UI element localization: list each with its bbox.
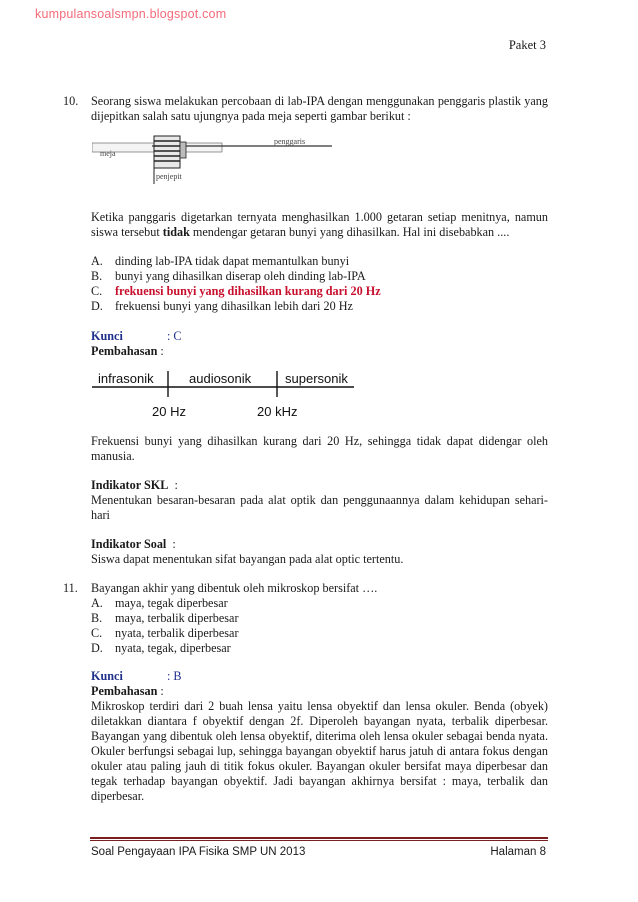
context-text-b: mendengar getaran bunyi yang dihasilkan. Hal ini disebabkan .... (189, 225, 510, 239)
penjepit-label: penjepit (156, 172, 182, 181)
q11-explanation: Mikroskop terdiri dari 2 buah lensa yaitu lensa obyektif dan lensa okuler. Benda (obyek) diletakkan diantara f obyektif dengan 2f. Diperoleh bayangan nyata, terbalik diperbesar. Bayangan yang dibentuk oleh lensa obyektif, diterima oleh lensa okuler sebagai benda nyata. Okuler berfungsi sebagai lup, sehingga bayangan obyektif harus jatuh di antara fokus dengan okuler atau paling jauh di titik fokus okuler. Bayangan okuler bersifat maya diperbesar dan tegak terhadap bayangan obyektif. Jadi bayangan akhirnya bersifat : maya, terbalik dan diperbesar. (91, 699, 548, 803)
footer-title: Soal Pengayaan IPA Fisika SMP UN 2013 (91, 846, 306, 858)
q10-pembahasan-label: Pembahasan : (91, 344, 164, 358)
question-11-number: 11. (63, 581, 78, 595)
audiosonik-label: audiosonik (189, 371, 252, 386)
freq-20hz-label: 20 Hz (152, 404, 186, 419)
q10-option-c-correct: C. frekuensi bunyi yang dihasilkan kurang dari 20 Hz (91, 284, 381, 298)
question-10-context (91, 210, 548, 240)
question-10-stem: Seorang siswa melakukan percobaan di lab-IPA dengan menggunakan penggaris plastik yang dijepitkan salah satu ujungnya pada meja seperti gambar berikut : (91, 94, 548, 123)
context-bold: tidak (162, 225, 190, 239)
q10-skl-label: Indikator SKL : (91, 478, 178, 492)
footer-rule (90, 837, 548, 839)
q10-explanation: Frekuensi bunyi yang dihasilkan kurang dari 20 Hz, sehingga tidak dapat didengar oleh manusia. (91, 434, 548, 463)
footer-rule-thin (90, 840, 548, 841)
q10-option-d: D. frekuensi bunyi yang dihasilkan lebih dari 20 Hz (91, 299, 353, 313)
freq-20khz-label: 20 kHz (257, 404, 298, 419)
paket-label: Paket 3 (508, 38, 546, 52)
sound-frequency-spectrum (92, 365, 362, 425)
q10-soal-label: Indikator Soal : (91, 537, 176, 551)
q11-option-b: B. maya, terbalik diperbesar (91, 611, 239, 625)
meja-label: meja (100, 149, 116, 158)
q11-option-d: D. nyata, tegak, diperbesar (91, 641, 231, 655)
infrasonik-label: infrasonik (98, 371, 154, 386)
q11-option-a: A. maya, tegak diperbesar (91, 596, 228, 610)
page-number: Halaman 8 (490, 846, 546, 858)
q10-option-b: B. bunyi yang dihasilkan diserap oleh dinding lab-IPA (91, 269, 366, 283)
question-10-number: 10. (63, 94, 79, 108)
penggaris-label: penggaris (274, 137, 306, 146)
q10-option-a: A. dinding lab-IPA tidak dapat memantulkan bunyi (91, 254, 350, 268)
q11-kunci: Kunci : B (91, 669, 182, 683)
q10-kunci: Kunci : C (91, 329, 182, 343)
q11-option-c: C. nyata, terbalik diperbesar (91, 626, 239, 640)
q11-pembahasan-label: Pembahasan : (91, 684, 164, 698)
q10-skl-text: Menentukan besaran-besaran pada alat optik dan penggunaannya dalam kehidupan sehari-hari (91, 493, 548, 522)
context-text-a: Ketika panggaris digetarkan ternyata menghasilkan 1.000 getaran setiap menitnya, namun siswa tersebut (91, 210, 548, 239)
ruler-clamp-figure (92, 132, 332, 192)
question-11-stem: Bayangan akhir yang dibentuk oleh mikroskop bersifat …. (91, 581, 378, 595)
blog-watermark: kumpulansoalsmpn.blogspot.com (35, 7, 227, 21)
q10-soal-text: Siswa dapat menentukan sifat bayangan pada alat optic tertentu. (91, 552, 404, 566)
supersonik-label: supersonik (285, 371, 348, 386)
